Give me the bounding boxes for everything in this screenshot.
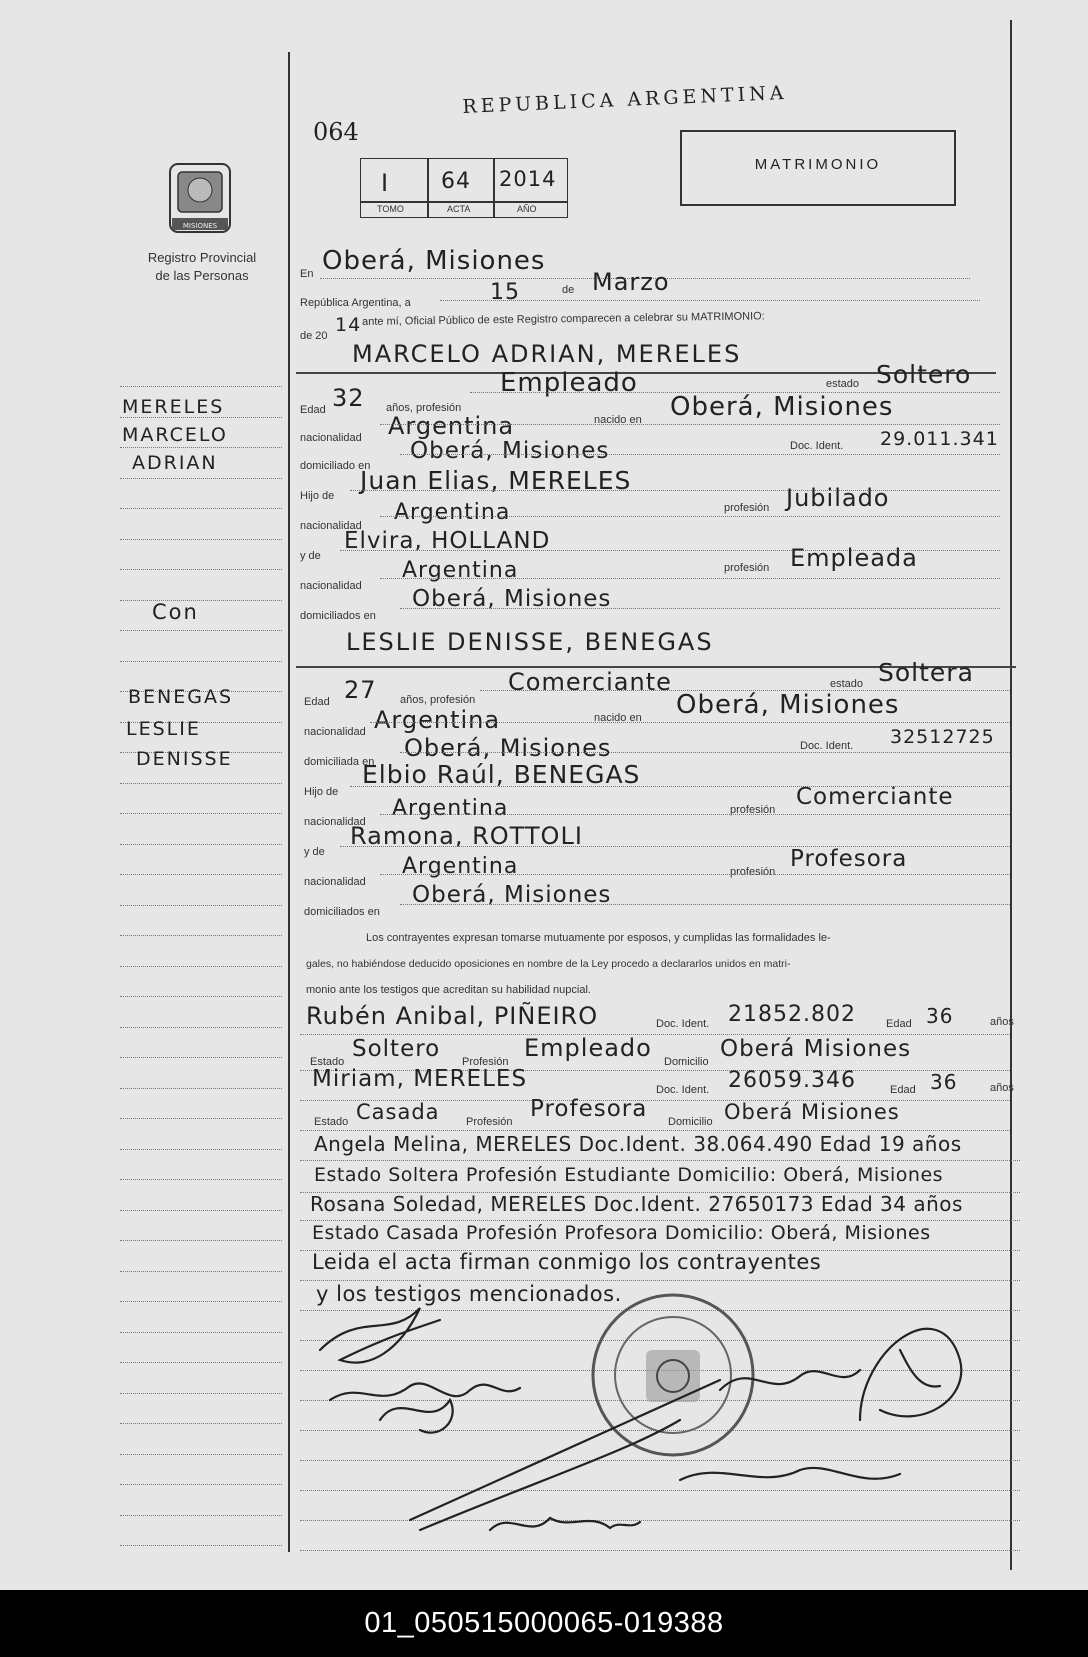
- s2-doc-label: Doc. Ident.: [800, 740, 854, 752]
- spouse1-margin-line3: ADRIAN: [132, 452, 218, 474]
- margin-ruled-line: [120, 1240, 282, 1241]
- registry-name-line1: Registro Provincial: [147, 250, 257, 265]
- margin-ruled-line: [120, 1393, 282, 1394]
- provincial-seal-icon: [160, 158, 240, 242]
- w2-prof: Profesora: [530, 1096, 648, 1122]
- s1-estado: Soltero: [876, 360, 972, 389]
- country-title: REPUBLICA ARGENTINA: [462, 81, 788, 118]
- witness4-line1: Rosana Soledad, MERELES Doc.Ident. 27650173 Edad 34 años: [310, 1192, 963, 1216]
- w1-edad-label: Edad: [886, 1018, 912, 1030]
- ano-value: 2014: [499, 167, 557, 191]
- register-reference-box: [360, 158, 568, 218]
- w1-edad: 36: [926, 1004, 954, 1028]
- s1-nacido: Oberá, Misiones: [670, 392, 894, 422]
- s1-madre-prof: Empleada: [790, 544, 918, 572]
- s1-edad: 32: [332, 384, 365, 412]
- s1-madre-prof-label: profesión: [724, 562, 770, 574]
- tomo-value: I: [381, 169, 390, 197]
- spouse2-margin-line1: BENEGAS: [128, 686, 234, 708]
- witness2-name: Miriam, MERELES: [312, 1066, 528, 1092]
- spouse1-margin-line2: MARCELO: [122, 424, 228, 446]
- w2-estado: Casada: [356, 1100, 440, 1124]
- s2-nacido-label: nacido en: [594, 712, 642, 724]
- image-id-footer: 01_050515000065-019388: [0, 1590, 1088, 1657]
- en-label: En: [300, 268, 314, 280]
- body-text-line2: gales, no habiéndose deducido oposiciones en nombre de la Ley procedo a declararlos unidos en matri-: [306, 958, 791, 970]
- s1-doc: 29.011.341: [880, 428, 999, 450]
- witness3-line2: Estado Soltera Profesión Estudiante Domicilio: Oberá, Misiones: [314, 1164, 944, 1186]
- margin-ruled-line: [120, 1454, 282, 1455]
- acta-value: 64: [441, 169, 471, 194]
- s2-padre-prof-label: profesión: [730, 804, 776, 816]
- s2-madre: Ramona, ROTTOLI: [350, 822, 583, 850]
- w2-prof-label: Profesión: [466, 1116, 513, 1128]
- s2-estado-label: estado: [830, 678, 864, 690]
- w1-dom-label: Domicilio: [664, 1056, 709, 1068]
- s2-estado: Soltera: [878, 658, 974, 687]
- w1-prof: Empleado: [524, 1034, 652, 1062]
- w1-doc: 21852.802: [728, 1002, 856, 1027]
- margin-ruled-line: [120, 844, 282, 845]
- s1-hijo-label: Hijo de: [300, 490, 335, 502]
- s1-doc-label: Doc. Ident.: [790, 440, 844, 452]
- w2-anos-label: años: [990, 1082, 1014, 1094]
- s2-madre-prof: Profesora: [790, 846, 908, 872]
- body-text-line3: monio ante los testigos que acreditan su habilidad nupcial.: [306, 984, 591, 996]
- spouse2-margin-line3: DENISSE: [136, 748, 233, 770]
- s2-padre-prof: Comerciante: [796, 784, 954, 810]
- margin-divider: [288, 52, 290, 1552]
- s1-edad-label: Edad: [300, 404, 326, 416]
- s2-padres-dom: Oberá, Misiones: [412, 882, 612, 908]
- margin-ruled-line: [120, 874, 282, 875]
- s1-nacido-label: nacido en: [594, 414, 642, 426]
- s2-nac-label: nacionalidad: [304, 726, 366, 738]
- s2-nacido: Oberá, Misiones: [676, 690, 900, 720]
- s1-padres-dom: Oberá, Misiones: [412, 586, 612, 612]
- w1-estado-label: Estado: [310, 1056, 345, 1068]
- s2-padre-nac: Argentina: [392, 796, 509, 821]
- closing-line1: Leida el acta firman conmigo los contrayentes: [312, 1250, 822, 1274]
- w2-dom: Oberá Misiones: [724, 1100, 900, 1124]
- page-number: 064: [313, 118, 359, 146]
- registry-name-line2: de las Personas: [155, 268, 249, 283]
- margin-ruled-line: [120, 1301, 282, 1302]
- margin-ruled-line: [120, 1484, 282, 1485]
- s1-padre-nac-label: nacionalidad: [300, 520, 362, 532]
- margin-ruled-line: [120, 539, 282, 540]
- s2-dom: Oberá, Misiones: [404, 734, 612, 762]
- s2-yde-label: y de: [304, 846, 325, 858]
- s2-madre-nac: Argentina: [402, 854, 519, 879]
- s2-edad-label: Edad: [304, 696, 330, 708]
- w1-anos-label: años: [990, 1016, 1014, 1028]
- s2-padre-nac-label: nacionalidad: [304, 816, 366, 828]
- margin-ruled-line: [120, 1118, 282, 1119]
- margin-ruled-line: [120, 1362, 282, 1363]
- s2-edad: 27: [344, 676, 377, 704]
- witness1-name: Rubén Anibal, PIÑEIRO: [306, 1002, 599, 1030]
- s2-profesion: Comerciante: [508, 668, 672, 696]
- s1-madre: Elvira, HOLLAND: [344, 528, 551, 554]
- s1-padre-prof-label: profesión: [724, 502, 770, 514]
- s1-dom-label: domiciliado en: [300, 460, 371, 472]
- margin-ruled-line: [120, 1179, 282, 1180]
- margin-ruled-line: [120, 935, 282, 936]
- spouse2-full-name: LESLIE DENISSE, BENEGAS: [346, 628, 714, 656]
- margin-ruled-line: [120, 1149, 282, 1150]
- doc-type-box: [680, 130, 956, 206]
- margin-ruled-line: [120, 478, 282, 479]
- witness4-line2: Estado Casada Profesión Profesora Domicilio: Oberá, Misiones: [312, 1222, 931, 1244]
- w2-estado-label: Estado: [314, 1116, 349, 1128]
- intro-day: 15: [490, 280, 520, 305]
- signature-scribbles-icon: [300, 1290, 1020, 1580]
- margin-ruled-line: [120, 1057, 282, 1058]
- w1-dom: Oberá Misiones: [720, 1036, 912, 1062]
- s1-estado-label: estado: [826, 378, 860, 390]
- margin-ruled-line: [120, 630, 282, 631]
- republica-label: República Argentina, a: [300, 297, 411, 309]
- w1-estado: Soltero: [352, 1036, 441, 1062]
- margin-ruled-line: [120, 447, 282, 448]
- s1-nac: Argentina: [388, 412, 515, 440]
- margin-ruled-line: [120, 1515, 282, 1516]
- spouse1-margin-line1: MERELES: [122, 396, 225, 418]
- w1-prof-label: Profesión: [462, 1056, 509, 1068]
- intro-text: ante mí, Oficial Público de este Registro comparecen a celebrar su MATRIMONIO:: [362, 310, 765, 328]
- s1-padre-nac: Argentina: [394, 500, 511, 525]
- spouse2-margin-line2: LESLIE: [126, 718, 201, 740]
- s1-profesion: Empleado: [500, 368, 638, 398]
- intro-month: Marzo: [592, 268, 670, 296]
- margin-ruled-line: [120, 1423, 282, 1424]
- intro-place: Oberá, Misiones: [322, 246, 546, 276]
- doc-type-label: MATRIMONIO: [754, 156, 882, 173]
- margin-ruled-line: [120, 783, 282, 784]
- acta-label: ACTA: [447, 204, 471, 214]
- s2-anos-label: años, profesión: [400, 694, 476, 706]
- body-text-line1: Los contrayentes expresan tomarse mutuamente por esposos, y cumplidas las formalidades le-: [366, 932, 831, 944]
- margin-ruled-line: [120, 813, 282, 814]
- w2-doc-label: Doc. Ident.: [656, 1084, 710, 1096]
- s1-padre: Juan Elias, MERELES: [360, 466, 632, 495]
- witness3-line1: Angela Melina, MERELES Doc.Ident. 38.064.490 Edad 19 años: [314, 1132, 962, 1156]
- margin-ruled-line: [120, 1210, 282, 1211]
- s1-madre-nac-label: nacionalidad: [300, 580, 362, 592]
- s1-dom: Oberá, Misiones: [410, 438, 610, 464]
- w2-edad: 36: [930, 1070, 958, 1094]
- s1-anos-label: años, profesión: [386, 402, 462, 414]
- margin-ruled-line: [120, 600, 282, 601]
- year-suffix: 14: [335, 314, 362, 336]
- svg-text:MISIONES: MISIONES: [182, 222, 218, 230]
- s2-dom-label: domiciliada en: [304, 756, 375, 768]
- margin-ruled-line: [120, 966, 282, 967]
- closing-line2: y los testigos mencionados.: [316, 1282, 622, 1306]
- con-label: Con: [152, 600, 199, 624]
- s2-madre-prof-label: profesión: [730, 866, 776, 878]
- margin-ruled-line: [120, 996, 282, 997]
- s2-nac: Argentina: [374, 706, 501, 734]
- margin-ruled-line: [120, 1027, 282, 1028]
- s2-doc: 32512725: [890, 726, 995, 748]
- s2-hijo-label: Hijo de: [304, 786, 339, 798]
- s1-yde-label: y de: [300, 550, 321, 562]
- margin-ruled-line: [120, 508, 282, 509]
- s1-madre-nac: Argentina: [402, 558, 519, 583]
- w1-doc-label: Doc. Ident.: [656, 1018, 710, 1030]
- s2-padres-dom-label: domiciliados en: [304, 906, 380, 918]
- s1-padres-dom-label: domiciliados en: [300, 610, 376, 622]
- ano-label: AÑO: [517, 204, 537, 214]
- margin-ruled-line: [120, 1332, 282, 1333]
- w2-dom-label: Domicilio: [668, 1116, 713, 1128]
- margin-ruled-line: [120, 1271, 282, 1272]
- s2-madre-nac-label: nacionalidad: [304, 876, 366, 888]
- s1-padre-prof: Jubilado: [786, 484, 890, 512]
- margin-ruled-line: [120, 661, 282, 662]
- spouse1-full-name: MARCELO ADRIAN, MERELES: [352, 340, 742, 368]
- margin-ruled-line: [120, 569, 282, 570]
- s2-padre: Elbio Raúl, BENEGAS: [362, 760, 641, 789]
- tomo-label: TOMO: [377, 204, 404, 214]
- intro-de-label: de: [562, 284, 575, 296]
- margin-ruled-line: [120, 905, 282, 906]
- s1-nac-label: nacionalidad: [300, 432, 362, 444]
- margin-ruled-line: [120, 1545, 282, 1546]
- margin-ruled-line: [120, 1088, 282, 1089]
- w2-doc: 26059.346: [728, 1068, 856, 1093]
- margin-ruled-line: [120, 386, 282, 387]
- year-prefix: de 20: [300, 330, 328, 342]
- w2-edad-label: Edad: [890, 1084, 916, 1096]
